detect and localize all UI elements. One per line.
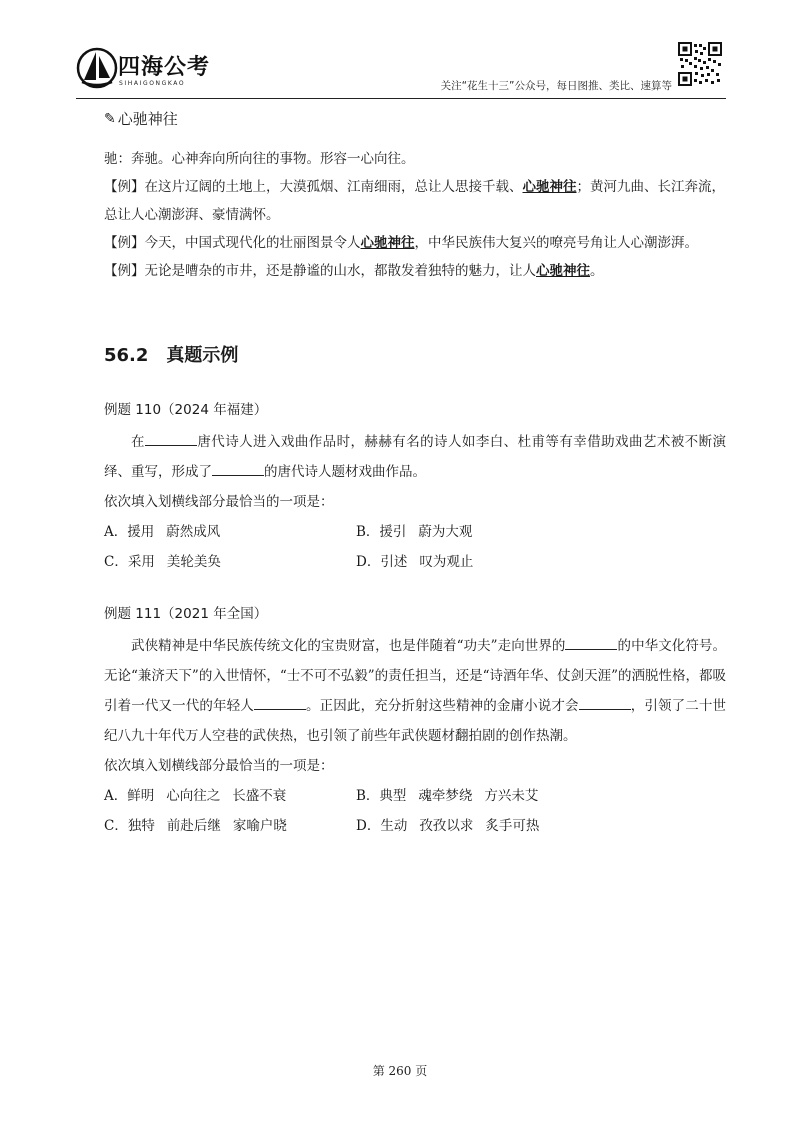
- question-text-part: 的唐代诗人题材戏曲作品。: [264, 464, 426, 480]
- header-divider: [76, 98, 726, 99]
- example-prefix: 【例】: [104, 235, 145, 251]
- term-example-2: [104, 229, 726, 257]
- option-label: D．生动: [356, 818, 408, 834]
- sail-logo-icon: [76, 46, 120, 90]
- question-instruction: 依次填入划横线部分最恰当的一项是：: [104, 494, 334, 510]
- question-111: [104, 601, 726, 841]
- option-text: 心向往之: [166, 788, 221, 804]
- option-list: [104, 517, 726, 577]
- example-text: 今天，中国式现代化的壮丽图景令人: [144, 235, 361, 251]
- option-text: 美轮美奂: [166, 554, 221, 570]
- example-highlight: 心驰神往: [536, 263, 590, 279]
- option-label: B．援引: [356, 524, 407, 540]
- example-prefix: 【例】: [104, 179, 145, 195]
- example-text: ；黄河九曲、长江奔流，总让人心潮澎湃、豪情满怀。: [104, 179, 725, 223]
- page-number: 第 260 页: [372, 1064, 428, 1078]
- section-title: 真题示例: [166, 345, 239, 366]
- example-text: 无论是嘈杂的市井，还是静谧的山水，都散发着独特的魅力，让人: [144, 263, 536, 279]
- term-heading: [104, 108, 726, 129]
- answer-blank: [579, 695, 631, 710]
- answer-blank: [145, 431, 197, 446]
- option-text: 蔚然成风: [166, 524, 221, 540]
- example-text: 。: [590, 263, 604, 279]
- question-instruction: 依次填入划横线部分最恰当的一项是：: [104, 758, 334, 774]
- page-content: [104, 108, 726, 841]
- option-text: 孜孜以求: [419, 818, 474, 834]
- option-text: 前赴后继: [166, 818, 221, 834]
- brand-logo: [76, 46, 246, 96]
- option-b: [356, 781, 608, 811]
- example-highlight: 心驰神往: [522, 179, 577, 195]
- section-number: 56.2: [104, 345, 149, 366]
- term-title: 心驰神往: [117, 110, 178, 128]
- example-highlight: 心驰神往: [360, 235, 415, 251]
- option-a: [104, 517, 356, 547]
- answer-blank: [565, 635, 617, 650]
- question-text: [104, 631, 726, 751]
- question-text-part: 武侠精神是中华民族传统文化的宝贵财富，也是伴随着“功夫”走向世界的: [131, 638, 566, 654]
- option-text: 长盛不衰: [232, 788, 287, 804]
- option-c: [104, 811, 356, 841]
- option-text: 家喻户晓: [232, 818, 287, 834]
- question-text-part: ，引领了二十世纪八九十年代万人空巷的武侠热，也引领了前些年武侠题材翻拍剧的创作热潮。: [104, 698, 727, 744]
- question-text-part: 唐代诗人进入戏曲作品时，赫赫有名的诗人如李白、杜甫等有幸借助戏曲艺术被不断演绎、重写，形成了: [104, 434, 727, 480]
- answer-blank: [212, 461, 264, 476]
- term-example-1: [104, 173, 726, 229]
- option-label: A．援用: [104, 524, 155, 540]
- section-heading: [104, 341, 726, 367]
- option-d: [356, 547, 608, 577]
- option-c: [104, 547, 356, 577]
- option-d: [356, 811, 608, 841]
- qr-code-icon: [678, 42, 722, 86]
- logo-name: 四海公考: [118, 55, 211, 80]
- option-text: 魂牵梦绕: [418, 788, 473, 804]
- term-definition: 驰：奔驰。心神奔向所向往的事物。形容一心向往。: [104, 151, 415, 167]
- option-label: D．引述: [356, 554, 408, 570]
- option-b: [356, 517, 608, 547]
- option-list: [104, 781, 726, 841]
- option-label: A．鲜明: [104, 788, 155, 804]
- question-title: 例题 111（2021 年全国）: [104, 606, 268, 622]
- example-text: 在这片辽阔的土地上，大漠孤烟、江南细雨，总让人思接千载、: [144, 179, 523, 195]
- pencil-icon: ✎: [104, 110, 116, 127]
- option-text: 方兴未艾: [484, 788, 539, 804]
- logo-subtitle: SIHAIGONGKAO: [119, 80, 186, 87]
- option-text: 叹为观止: [419, 554, 474, 570]
- example-prefix: 【例】: [104, 263, 145, 279]
- answer-blank: [254, 695, 306, 710]
- question-text-part: 。正因此，充分折射这些精神的金庸小说才会: [305, 698, 579, 714]
- question-title: 例题 110（2024 年福建）: [104, 402, 268, 418]
- example-text: ，中华民族伟大复兴的嘹亮号角让人心潮澎湃。: [414, 235, 698, 251]
- term-example-3: [104, 257, 726, 285]
- option-label: C．独特: [104, 818, 155, 834]
- option-label: C．采用: [104, 554, 155, 570]
- option-text: 炙手可热: [485, 818, 540, 834]
- question-110: [104, 397, 726, 577]
- question-text-part: 的中华文化符号。无论“兼济天下”的入世情怀，“士不可不弘毅”的责任担当，还是“诗酒年华、仗剑天涯”的洒脱性格，都吸引着一代又一代的年轻人: [104, 638, 726, 714]
- page-header: [76, 40, 726, 100]
- header-note: 关注“花生十三”公众号，每日图推、类比、速算等: [440, 80, 672, 92]
- option-text: 蔚为大观: [418, 524, 473, 540]
- option-label: B．典型: [356, 788, 407, 804]
- question-text-part: 在: [131, 434, 145, 450]
- option-a: [104, 781, 356, 811]
- question-text: [104, 427, 726, 487]
